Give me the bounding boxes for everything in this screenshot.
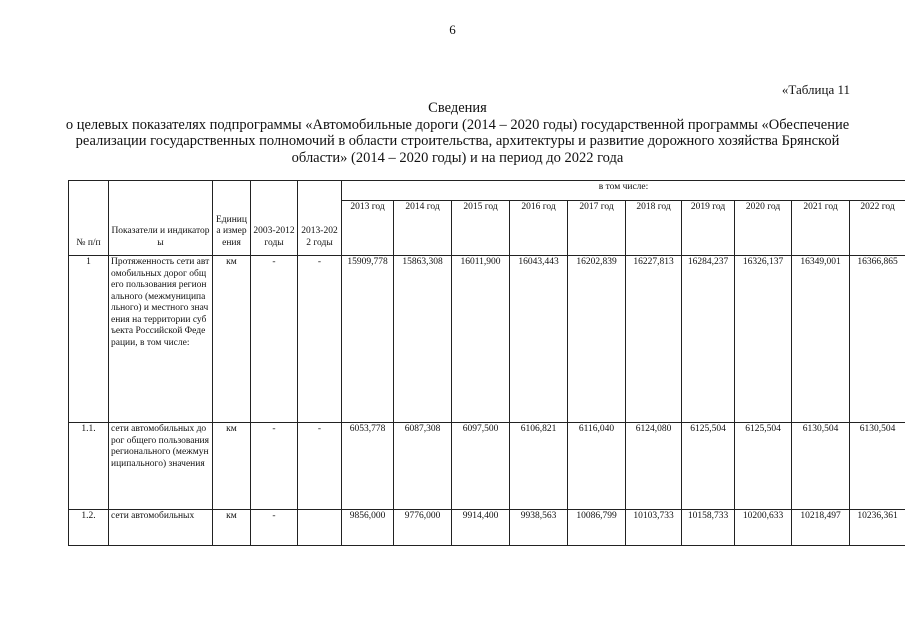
row-unit: км <box>213 510 251 546</box>
row-value: 6106,821 <box>510 423 568 510</box>
row-value: 10218,497 <box>792 510 850 546</box>
row-value: 9938,563 <box>510 510 568 546</box>
row-2013-2022 <box>298 510 342 546</box>
header-unit: Единица измерения <box>213 181 251 256</box>
row-value: 10086,799 <box>568 510 626 546</box>
row-2003-2012: - <box>251 256 298 423</box>
row-value: 16011,900 <box>452 256 510 423</box>
year-header: 2016 год <box>510 201 568 256</box>
year-header: 2015 год <box>452 201 510 256</box>
row-value: 16284,237 <box>682 256 735 423</box>
row-value: 10103,733 <box>626 510 682 546</box>
row-2003-2012: - <box>251 423 298 510</box>
table-row <box>69 256 905 423</box>
heading-line: о целевых показателях подпрограммы «Автомобильные дороги (2014 – 2020 годы) государственной программы «Обеспечение <box>65 116 850 133</box>
row-value: 6087,308 <box>394 423 452 510</box>
row-value: 6125,504 <box>735 423 792 510</box>
row-value: 10200,633 <box>735 510 792 546</box>
row-value: 9856,000 <box>342 510 394 546</box>
row-value: 6130,504 <box>850 423 905 510</box>
row-value: 10158,733 <box>682 510 735 546</box>
year-header: 2014 год <box>394 201 452 256</box>
row-unit: км <box>213 256 251 423</box>
row-indicator: сети автомобильных дорог общего пользования регионального (межмуниципального) значения <box>109 423 213 510</box>
row-number: 1.1. <box>69 423 109 510</box>
row-value: 10236,361 <box>850 510 905 546</box>
row-value: 15863,308 <box>394 256 452 423</box>
year-header: 2013 год <box>342 201 394 256</box>
row-value: 6097,500 <box>452 423 510 510</box>
header-2003-2012: 2003-2012 годы <box>251 181 298 256</box>
indicators-table <box>68 180 905 546</box>
row-number: 1 <box>69 256 109 423</box>
row-value: 16202,839 <box>568 256 626 423</box>
row-value: 16227,813 <box>626 256 682 423</box>
row-value: 16043,443 <box>510 256 568 423</box>
document-heading <box>40 100 875 166</box>
row-value: 6124,080 <box>626 423 682 510</box>
row-value: 9914,400 <box>452 510 510 546</box>
header-2013-2022: 2013-2022 годы <box>298 181 342 256</box>
table-row <box>69 510 905 546</box>
row-2013-2022: - <box>298 256 342 423</box>
table-reference: «Таблица 11 <box>781 82 850 97</box>
header-number: № п/п <box>69 181 109 256</box>
row-value: 16349,001 <box>792 256 850 423</box>
row-2003-2012: - <box>251 510 298 546</box>
page-number: 6 <box>449 22 456 37</box>
heading-line: области» (2014 – 2020 годы) и на период до 2022 года <box>291 149 624 166</box>
row-indicator: сети автомобильных <box>109 510 213 546</box>
row-value: 16326,137 <box>735 256 792 423</box>
row-value: 9776,000 <box>394 510 452 546</box>
year-header: 2022 год <box>850 201 905 256</box>
table-row <box>69 423 905 510</box>
row-value: 6130,504 <box>792 423 850 510</box>
heading-title: Сведения <box>428 100 487 116</box>
year-header: 2020 год <box>735 201 792 256</box>
year-header: 2018 год <box>626 201 682 256</box>
heading-line: реализации государственных полномочий в области строительства, архитектуры и развитие дорожного хозяйства Брянской <box>75 133 840 149</box>
row-value: 6116,040 <box>568 423 626 510</box>
year-header: 2019 год <box>682 201 735 256</box>
row-value: 15909,778 <box>342 256 394 423</box>
row-unit: км <box>213 423 251 510</box>
row-indicator: Протяженность сети автомобильных дорог общего пользования регионального (межмуниципального) и местного значения на территории субъекта Российской Федерации, в том числе: <box>109 256 213 423</box>
row-value: 6125,504 <box>682 423 735 510</box>
row-value: 6053,778 <box>342 423 394 510</box>
header-row <box>69 181 905 201</box>
year-header: 2021 год <box>792 201 850 256</box>
header-including: в том числе: <box>342 181 905 201</box>
header-indicator: Показатели и индикаторы <box>109 181 213 256</box>
row-value: 16366,865 <box>850 256 905 423</box>
row-2013-2022: - <box>298 423 342 510</box>
year-header: 2017 год <box>568 201 626 256</box>
row-number: 1.2. <box>69 510 109 546</box>
